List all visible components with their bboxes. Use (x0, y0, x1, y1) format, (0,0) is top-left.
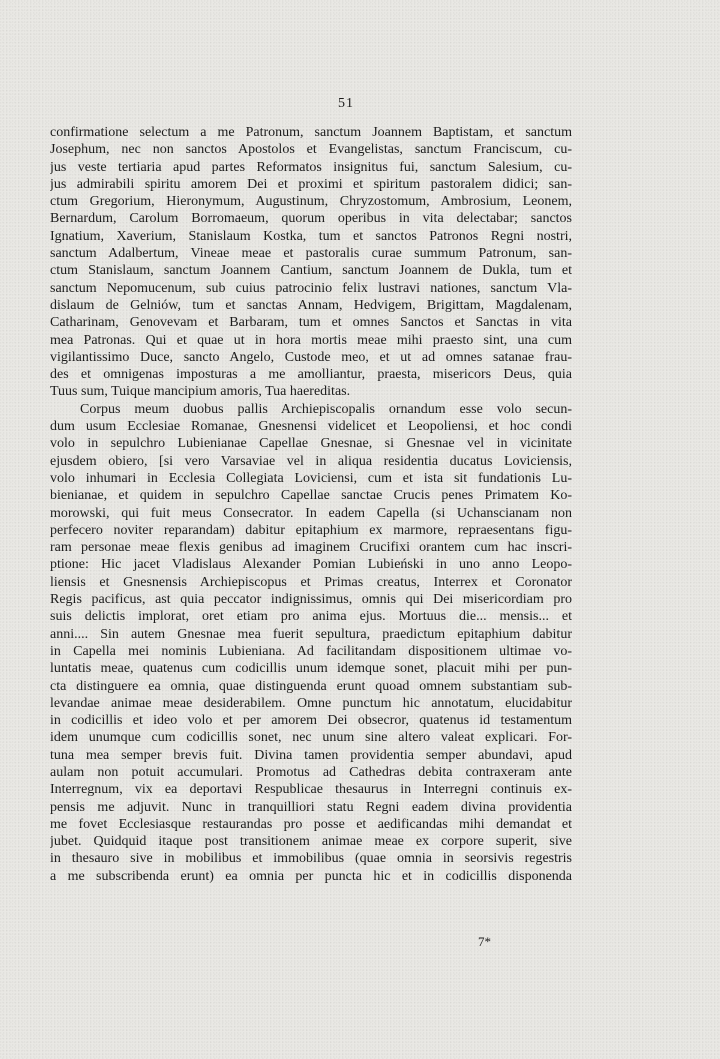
text-line: in Capella mei nominis Lubieniana. Ad facilitandam dispositionem ultimae vo- (50, 643, 572, 659)
text-line: me fovet Ecclesiasque restaurandas pro posse et aedificandas mihi demandat et (50, 816, 572, 832)
text-line: Regis pacificus, ast quia peccator indignissimus, omnis qui Dei misericordiam pro (50, 592, 572, 608)
text-line: Interregnum, vix ea deportavi Respublicae thesaurus in Interregni continuis ex- (50, 782, 572, 798)
text-line: morowski, qui fuit meus Consecrator. In eadem Capella (si Uchanscianam non (50, 505, 572, 521)
text-line: tuna mea semper brevis fuit. Divina tamen providentia semper abundavi, apud (50, 747, 572, 763)
text-line: suis delictis implorat, oret etiam pro anima ejus. Mortuus die... mensis... et (50, 609, 572, 625)
text-line: volo inhumari in Ecclesia Collegiata Loviciensi, cum et ista sit fundationis Lu- (50, 470, 572, 486)
text-line: des et omnigenas imposturas a me amolliantur, praesta, misericors Deus, quia (50, 367, 572, 383)
text-line: Tuus sum, Tuique mancipium amoris, Tua haereditas. (50, 384, 351, 400)
text-line: jubet. Quidquid itaque post transitionem animae meae ex corpore superit, sive (50, 834, 572, 850)
text-line: ejusdem obiero, [si vero Varsaviae vel in aliqua residentia ducatus Loviciensis, (50, 453, 572, 469)
text-line: ram personae meae flexis genibus ad imaginem Crucifixi orantem cum hac inscri- (50, 540, 572, 556)
text-line: jus admirabili spiritu amorem Dei et proximi et spiritum pastoralem didici; san- (50, 176, 572, 192)
text-line: Corpus meum duobus pallis Archiepiscopalis ornandum esse volo secun- (80, 401, 572, 417)
text-line: anni.... Sin autem Gnesnae mea fuerit sepultura, praedictum epitaphium dabitur (50, 626, 572, 642)
text-line: ptione: Hic jacet Vladislaus Alexander Pomian Lubieński in uno anno Leopo- (50, 557, 572, 573)
signature-mark: 7* (478, 934, 491, 949)
text-line: luntatis meae, quatenus cum codicillis unum idemque sonet, placuit mihi per pun- (50, 661, 572, 677)
text-line: Catharinam, Genovevam et Barbaram, tum et omnes Sanctos et Sanctas in vita (50, 315, 572, 331)
text-line: ctum Stanislaum, sanctum Joannem Cantium, sanctum Joannem de Dukla, tum et (50, 263, 572, 279)
text-line: pensis me adjuvit. Nunc in tranquilliori statu Regni eadem divina providentia (50, 799, 572, 815)
text-line: idem unumque cum codicillis sonet, nec unum sine altero valeat explicari. For- (50, 730, 572, 746)
text-line: dum usum Ecclesiae Romanae, Gnesnensi videlicet et Leopoliensi, et hoc condi (50, 419, 572, 435)
text-line: in thesauro sive in mobilibus et immobilibus (quae omnia in seorsivis regestris (50, 851, 572, 867)
text-line: levandae animae meae desiderabilem. Omne punctum hic annotatum, elucidabitur (50, 695, 572, 711)
text-line: mea Patronas. Qui et quae ut in hora mortis meae mihi praesto sint, una cum (50, 332, 572, 348)
text-line: vigilantissimo Duce, sancto Angelo, Custode meo, et ut ad omnes satanae frau- (50, 349, 572, 365)
text-line: a me subscribenda erunt) ea omnia per puncta hic et in codicillis disponenda (50, 868, 572, 884)
text-line: bienianae, et quidem in sepulchro Capellae sanctae Crucis penes Primatem Ko- (50, 488, 572, 504)
text-line: volo in sepulchro Lubienianae Capellae Gnesnae, si Gnesnae vel in vicinitate (50, 436, 572, 452)
text-line: cta distinguere ea omnia, quae distinguenda erunt quoad omnem substantiam sub- (50, 678, 572, 694)
text-line: confirmatione selectum a me Patronum, sanctum Joannem Baptistam, et sanctum (50, 125, 572, 140)
body-text (50, 124, 572, 885)
text-line: Josephum, nec non sanctos Apostolos et Evangelistas, sanctum Franciscum, cu- (50, 142, 572, 158)
text-line: perfecero noviter reparandam) dabitur epitaphium ex marmore, repraesentans figu- (50, 522, 572, 538)
text-line: sanctum Adalbertum, Vineae meae et pastoralis curae summum Patronum, san- (50, 246, 572, 262)
text-line: in codicillis et ideo volo et per amorem Dei obsecror, quatenus id testamentum (50, 713, 572, 729)
text-line: jus veste tertiaria apud partes Reformatos insignitus fui, sanctum Salesium, cu- (50, 159, 572, 175)
text-line: Ignatium, Xaverium, Stanislaum Kostka, tum et sanctos Patronos Regni nostri, (50, 228, 572, 244)
text-line: Bernardum, Carolum Borromaeum, quorum operibus in vita delectabar; sanctos (50, 211, 572, 227)
page-number: 51 (338, 96, 354, 111)
text-line: dislaum de Gelniów, tum et sanctas Annam, Hedvigem, Brigittam, Magdalenam, (50, 297, 572, 313)
text-line: sanctum Nepomucenum, sub cuius patrocinio felix lustravi nationes, sanctum Vla- (50, 280, 572, 296)
text-line: liensis et Gnesnensis Archiepiscopus et Primas creatus, Interrex et Coronator (50, 574, 572, 590)
text-line: ctum Gregorium, Hieronymum, Augustinum, Chryzostomum, Ambrosium, Leonem, (50, 194, 572, 210)
text-line: aulam non potuit accumulari. Promotus ad Cathedras debita contraxeram ante (50, 764, 572, 780)
